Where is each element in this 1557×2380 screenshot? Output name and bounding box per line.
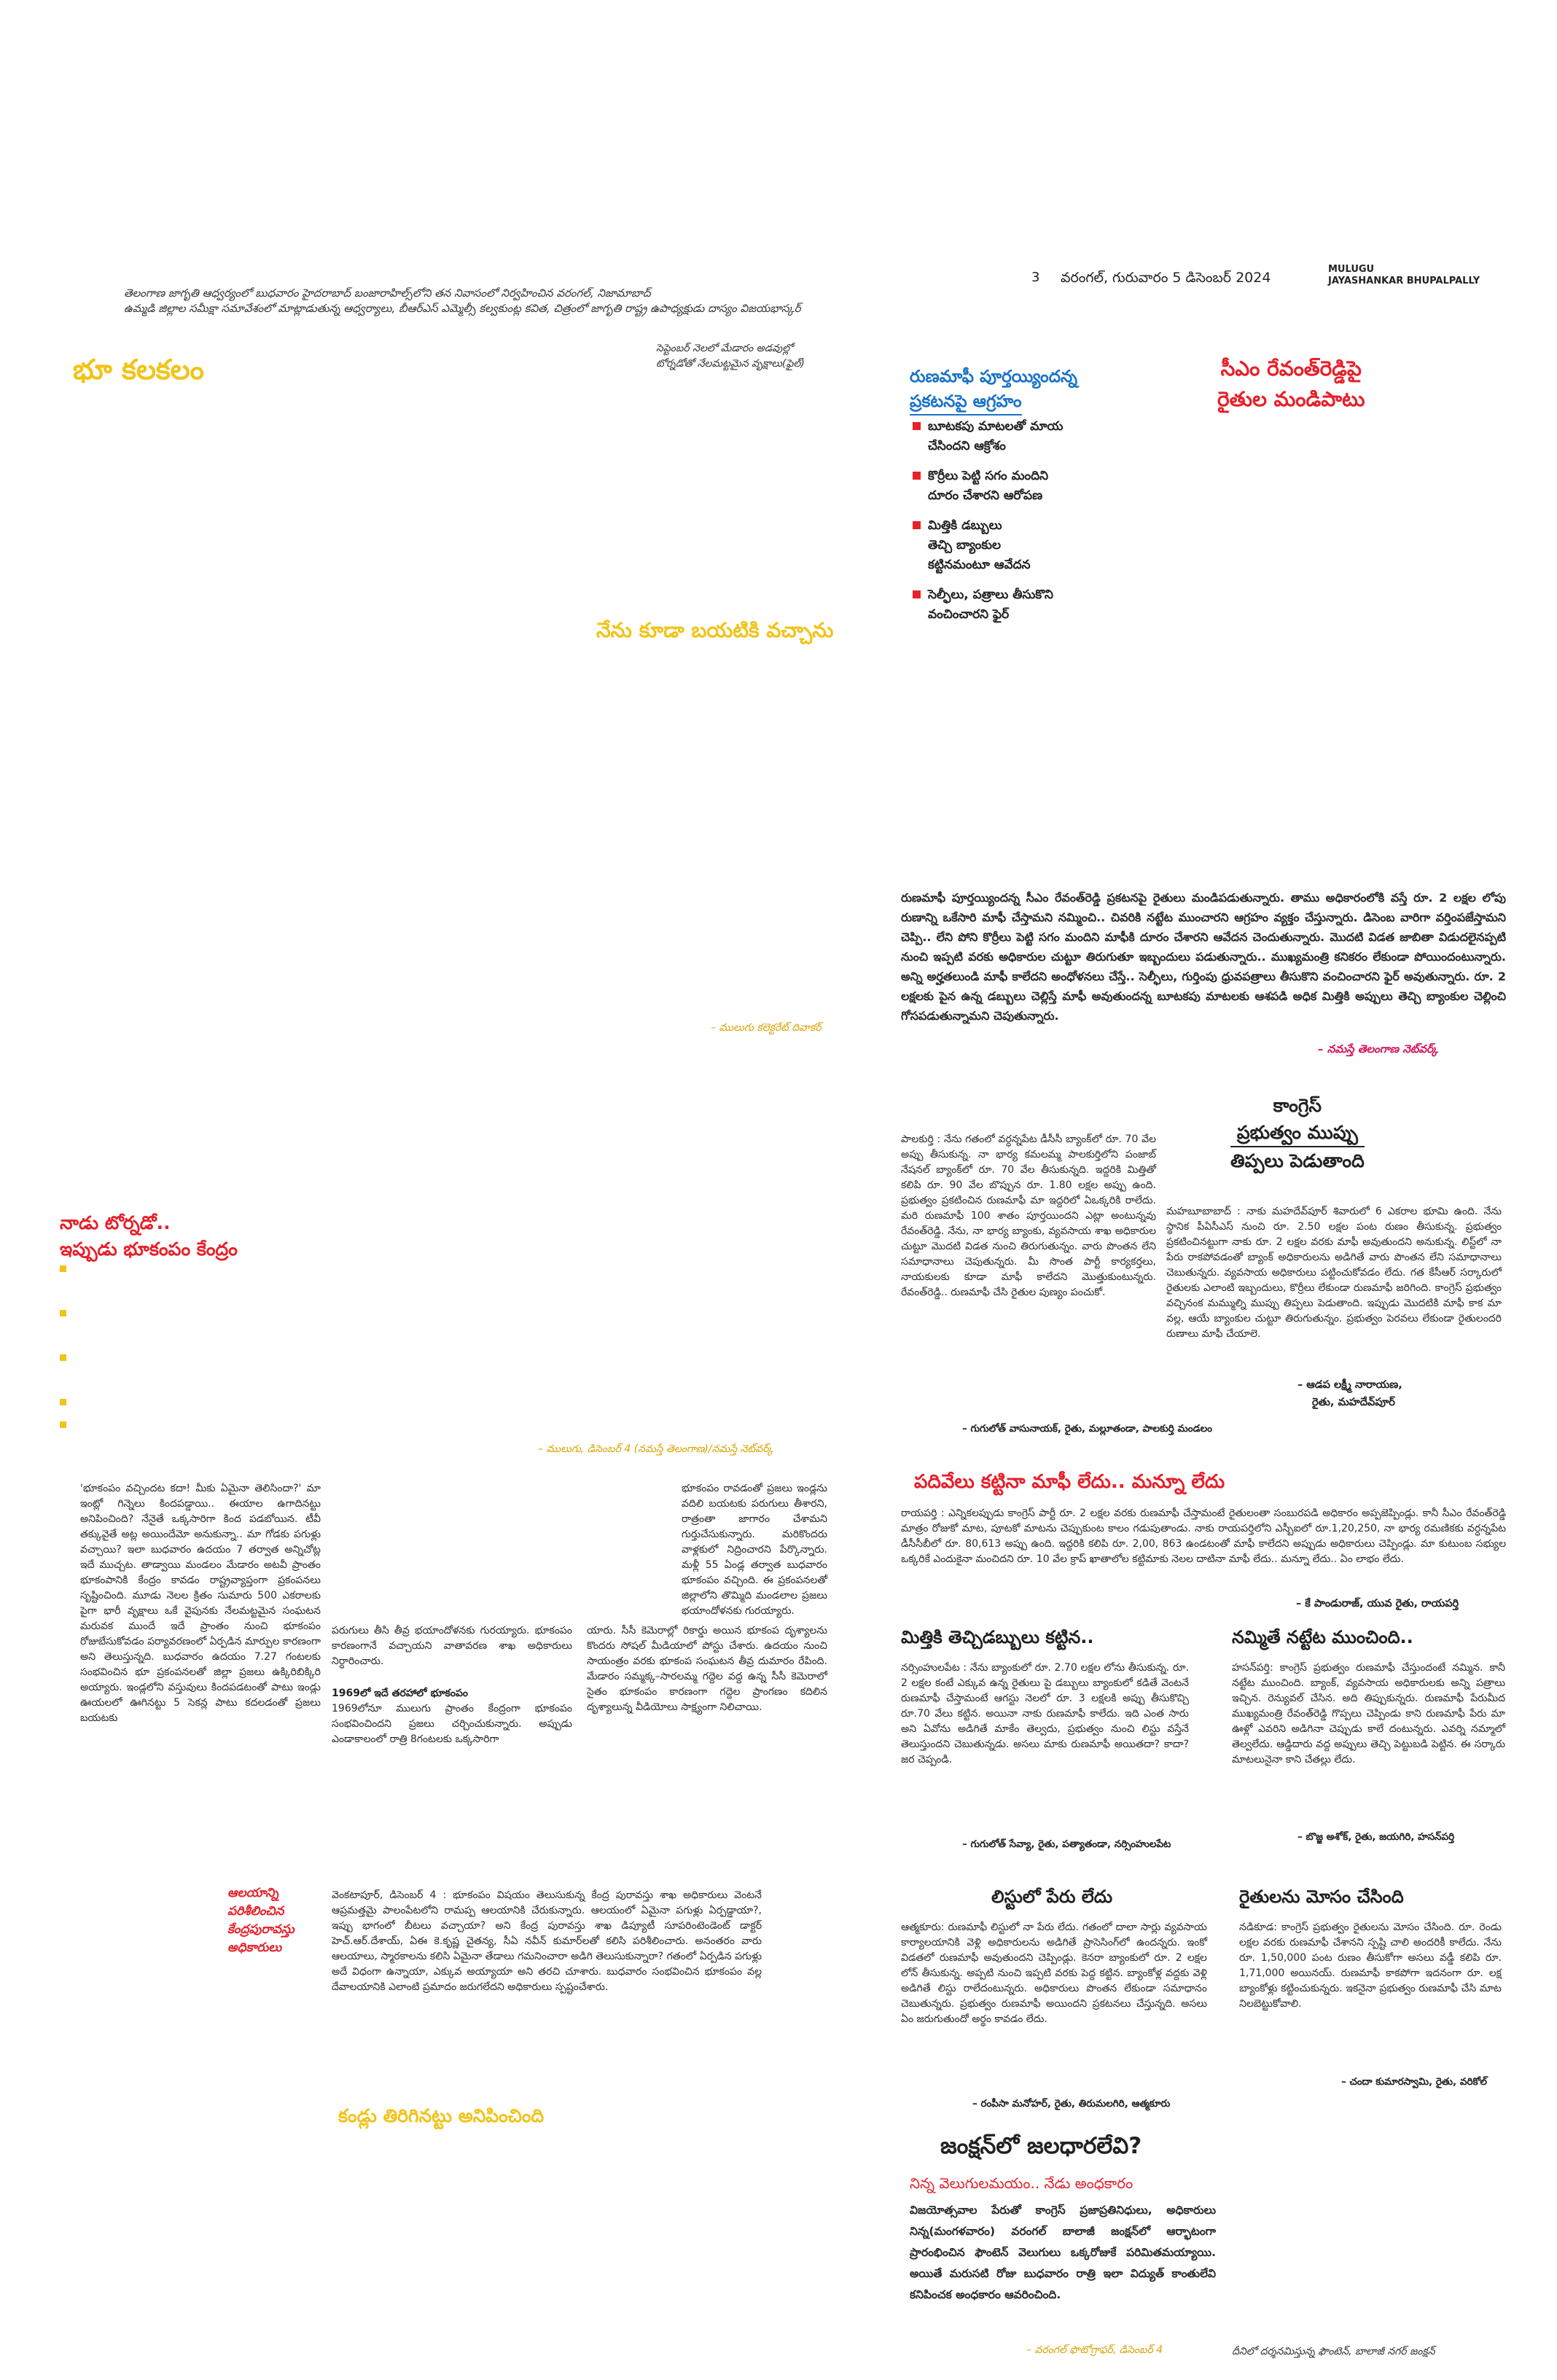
alayanni-line-1: ఆలయాన్ని xyxy=(227,1886,279,1900)
intro-credit: – నమస్తే తెలంగాణ నెట్‌వర్క్‌ xyxy=(1318,1042,1438,1056)
padivelu-text: రాయపర్తి : ఎన్నికలప్పుడు కాంగ్రెస్‌ పార్టీ రూ. 2 లక్షల వరకు రుణమాఫీ చేస్తామంటే రైతులంతా సంబురపడి అధికారం అప్పజెప్పిండ్లు. కానీ సీఎం రేవంత్‌రెడ్డి మాత్రం రోజుకో మాట, పూటకో మాటను చెప్పుకుంట కాలం గడుపుతాండు. నాకు రాయపర్తిలోని ఎస్బీఐలో రూ.1,20,250, నా భార్య రమణికకు వర్ధన్నపేట డీసీసీబీలో రూ. 80,613 అప్పు ఉంది. ఇద్దరికి కలిపి రూ. 2,00, 863 ఉండటంతో మాఫీ కాలేదని అప్పుడు అధికారులు చెప్పిండ్లు. మా కుటుంబ సభ్యుల ఒక్కరికే ఎందుకైనా మంచిదని రూ. 10 వేల క్రాప్‌ ఖాతాలోల కట్టిమాకు నెలల దాటినా మాఫీ లేదు.. మన్నూ లేదు.. ఏం లాభం లేదు. xyxy=(901,1507,1506,1565)
padivelu-byline: – కే పాండురాజ్‌, యువ రైతు, రాయపర్తి xyxy=(1296,1598,1459,1610)
naadu-credit: – ములుగు, డిసెంబర్‌ 4 (నమస్తే తెలంగాణ)/నమస్తే నెట్‌వర్క్‌ xyxy=(538,1443,774,1455)
collectorate-credit: – ములుగు కలెక్టరేట్‌ దివాకర్‌ xyxy=(711,1022,822,1034)
sub-1969-block xyxy=(332,1685,572,1747)
nammithe-text: హసన్‌పర్తి: కాంగ్రెస్‌ ప్రభుత్వం రుణమాఫీ చేస్తుందంటే నమ్మిన. కానీ నట్టేట ముంచింది. బ్యాంక్‌, వ్యవసాయ అధికారులకు అన్ని పత్రాలు ఇచ్చిన. రెన్యువల్‌ చేసిన. అది తిప్పుకున్నరు. రుణమాఫీ పేరుమీద ముఖ్యమంత్రి రేవంత్‌రెడ్డి గొప్పలు చెప్పిండు కాని రుణమాఫీ పేరు మా ఊళ్లో ఎవరిని అడిగినా చెప్పుడు కాలే దంటున్నరు. ఎవర్ని నమ్మాలో తెల్వలేదు. ఆడ్డిదారు వద్ద అప్పులు తెచ్చి పెట్టుబడి పెట్టిన. ఈ సర్కారు మాటలునైనా కాని చేతల్లు లేదు. xyxy=(1232,1662,1505,1766)
junction-subheading: నిన్న వెలుగులమయం.. నేడు అంధకారం xyxy=(910,2174,1133,2192)
mittiki-byline: – గుగులోత్‌ సేవ్యా, రైతు, పత్యాతండా, నర్సింహులపేట xyxy=(962,1838,1171,1850)
farmer-1-text: పాలకుర్తి : నేను గతంలో వర్ధన్నపేట డీసీసీ బ్యాంక్‌లో రూ. 70 వేల అప్పు తీసుకున్న. నా భార్య కమలమ్మ పాలకుర్తిలోని పంజాబ్‌ నేషనల్‌ బ్యాంక్‌లో రూ. 70 వేల తీసుకున్నది. ఇద్దరికి మిత్తితో కలిపి రూ. 90 వేల బొప్పున రూ. 1.80 లక్షల అప్పు ఉంది. ప్రభుత్వం ప్రకటించిన రుణమాఫీ మా ఇద్దరిలో ఏఒక్కరికి రాలేదు. మరి రుణమాఫీ 100 శాతం పూర్తయిందని ఎట్లా అంటున్నవు రేవంత్‌రెడ్డి. నేను, నా భార్య బ్యాంకు, వ్యవసాయ శాఖ అధికారుల చుట్టూ మొదటి విడత నుంచి తిరుగుతున్నం. వారు పొంతన లేని సమాధానాలు చెపుతున్నరు. మీ సొంత పార్టీ కార్యకర్తలు, నాయకులకు కూడా మాఫీ కాలేదని మొత్తుకుంటున్నరు. రేవంత్‌రెడ్డి.. రుణమాఫీ చేసి రైతుల పుణ్యం పంచుకో. xyxy=(901,1134,1156,1298)
nammithe-heading: నమ్మితే నట్టేట ముంచింది.. xyxy=(1232,1627,1413,1647)
bullet-square-icon xyxy=(913,590,921,598)
bullet-item xyxy=(913,585,1131,625)
dateline: వరంగల్‌, గురువారం 5 డిసెంబర్‌ 2024 xyxy=(1061,270,1271,286)
congress-line-1: కాంగ్రెస్‌ xyxy=(1273,1095,1322,1116)
sub-1969-text: 1969లోనూ ములుగు ప్రాంతం కేంద్రంగా భూకంపం సంభవించిందని ప్రజలు చర్చించుకున్నారు. అప్పుడు ఎండాకాలంలో రాత్రి 8గంటలకు ఒక్కసారిగా xyxy=(332,1703,572,1745)
edition-line-1: MULUGU xyxy=(1328,264,1375,275)
raitulanu-heading: రైతులను మోసం చేసింది xyxy=(1239,1887,1404,1907)
bullet-text: మిత్తికి డబ్బులు తెచ్చి బ్యాంకుల కట్టినమంటూ ఆవేదన xyxy=(928,518,1031,572)
farmer-1-byline: – గుగులోత్‌ వాసునాయక్‌, రైతు, మల్లూతండా, పాలకుర్తి మండలం xyxy=(962,1423,1213,1435)
alayanni-line-4: అధికారులు xyxy=(227,1940,282,1955)
bhu-kalakalam-heading: భూ కలకలం xyxy=(73,354,204,386)
junction-text: విజయోత్సవాల పేరుతో కాంగ్రెస్‌ ప్రజాప్రతినిధులు, అధికారులు నిన్న(మంగళవారం) వరంగల్‌ బాలాజీ జంక్షన్‌లో ఆర్భాటంగా ప్రారంభించిన ఫౌంటెన్‌ వెలుగులు ఒక్కరోజుకే పరిమితమయ్యాయి. అయితే మరుసటి రోజు బుధవారం రాత్రి ఇలా విద్యుత్‌ కాంతులేవి కనిపించక అంధకారం ఆవరించింది. xyxy=(910,2204,1216,2301)
congress-line-2: ప్రభుత్వం ముప్పు xyxy=(1230,1119,1365,1147)
farmer-2-text: మహబూబాబాద్‌ : నాకు మహదేవ్‌పూర్‌ శివారులో 6 ఎకరాల భూమి ఉంది. నేను స్థానిక పీఏసీఎస్‌ నుంచి రూ. 2.50 లక్షల పంట రుణం తీసుకున్న. ప్రభుత్వం ప్రకటించినట్టుగా నాకు రూ. 2 లక్షల వరకు మాఫీ అవుతుందని అనుకున్న. లిస్ట్‌లో నా పేరు రాకపోవడంతో బ్యాంక్‌ అధికారులను అడిగితే వారు పొంతన లేని సమాధానాలు చెబుతున్నరు. వ్యవసాయ అధికారులు పట్టించుకోవడం లేదు. గత కేసీఆర్‌ సర్కారులో రైతులకు ఎలాంటి ఇబ్బందులు, కొర్రీలు లేకుండా రుణమాఫీ జరిగింది. కాంగ్రెస్‌ ప్రభుత్వం వచ్చినంక మమ్ముల్ని ముప్పు తిప్పలు పెడుతాంది. ఇప్పుడు మొదటికి మాఫీ కాక మా వల్ల, ఆయే బ్యాంకుల చుట్టూ తిరుగుతున్నం. ప్రభుత్వం పెరవలు లేకుండా రైతులందరి రుణాలు మాఫీ చేయాలె. xyxy=(1166,1206,1502,1340)
bullet-text: కొర్రీలు పెట్టి సగం మందిని దూరం చేశారని ఆరోపణ xyxy=(928,469,1049,503)
congress-line-3: తిప్పలు పెడుతాంది xyxy=(1230,1150,1365,1171)
runamafi-heading-line-2: ప్రకటనపై ఆగ్రహం xyxy=(910,389,1022,415)
intro-text: రుణమాఫీ పూర్తయ్యిందన్న సీఎం రేవంత్‌రెడ్డి ప్రకటనపై రైతులు మండిపడుతున్నారు. తాము అధికారంలోకి వస్తే రూ. 2 లక్షల లోపు రుణాన్ని ఒకేసారి మాఫీ చేస్తామని నమ్మించి.. చివరికి నట్టేట ముంచారని ఆగ్రహం వ్యక్తం చేస్తున్నారు. డిసెంబ వారిగా వర్తింపజేస్తామని చెప్పి.. లేని పోని కొర్రీలు పెట్టి సగం మందిని మాఫీకి దూరం చేశారని ఆవేదన చెందుతున్నారు. మొదటి విడత జాబితా విడుదలైనప్పటి నుంచి ఇప్పటి వరకు అధికారుల చుట్టూ తిరుగుతూ ఇబ్బందులు పడుతున్నారు.. ముఖ్యమంత్రి కనికరం లేకుండా పోయిందంటున్నారు. అన్ని అర్హతలుండి మాఫీ కాలేదని అంధోళనలు చేస్తే.. సెల్ఫీలు, గుర్తింపు ధ్రువపత్రాలు తీసుకొని వంచించారని ఫైర్‌ అవుతున్నారు. రూ. 2 లక్షలకు పైన ఉన్న డబ్బులు చెల్లిస్తే మాఫీ అవుతుందన్న బూటకపు మాటలకు ఆశపడి అధిక మిత్తికి అప్పులు తెచ్చి బ్యాంకుల చెల్లించి గోసపడుతున్నామని చెపుతున్నారు. xyxy=(901,891,1506,1023)
venkatapur-text: వెంకటాపూర్‌, డిసెంబర్‌ 4 : భూకంపం విషయం తెలుసుకున్న కేంద్ర పురావస్తు శాఖ అధికారులు వెంటనే ఆప్రమత్తమై పాలంపేటలోని రామప్ప ఆలయానికి చేరుకున్నారు. ఆలయంలో ఏమైనా పగుళ్లు ఏర్పడ్డాయా?, ఇప్పు భాగంలో బీటలు వచ్చాయా? అని కేంద్ర పురావస్తు శాఖ డిప్యూటీ సూపరింటెండెంట్‌ డాక్టర్‌ హెచ్‌.ఆర్‌.దేశాయ్‌, ఏఈ కె.కృష్ణ చైతన్య, సీఏ నవీన్‌ కుమార్‌లతో కలిసి పరిశీలించారు. అనంతరం వారు ఆలయాలు, స్మారకాలను కలిసి ఏమైనా తేడాలు గమనించారా అడిగి తెలుసుకున్నారా? గతంలో ఏర్పడిన పగుళ్లు అదే విధంగా ఉన్నాయా, ఎక్కువ అయ్యాయా అని తరచి చూశారు. బుధవారం సంభవించిన భూకంపం వల్ల దేవాలయానికి ఎలాంటి ప్రమాదం జరుగలేదని అధికారులు స్పష్టంచేశారు. xyxy=(332,1889,762,1993)
runamafi-heading-line-1: రుణమాఫీ పూర్తయ్యిందన్న xyxy=(910,367,1077,386)
quake-column-1: 'భూకంపం వచ్చిందట కదా! మీకు ఏమైనా తెలిసిందా?' మా ఇంట్లో గిన్నెలు కిందపడ్డాయి.. ఈయాల ఉగాదినట్టు అనిపించింది? నేనైతే ఒక్కసారిగా కింద పడబోయిన. టీవీ తక్కువైతే అట్ల అయిందేమో అనుకున్నా.. మా గోడకు పగుళ్లు వచ్చాయి? ఇలా బుధవారం ఉదయం 7 తర్వాత అన్నిచోట్ల ఇదే ముచ్చట. తాడ్వాయి మండలం మేడారం అటవీ ప్రాంతం భూకంపానికి కేంద్రం కావడం రాష్ట్రవ్యాప్తంగా ప్రకంపనలు సృష్టించింది. మూడు నెలల క్రితం సుమారు 500 ఎకరాలకు పైగా భారీ వృక్షాలు ఒకే వైపునకు నేలమట్టమైన సంఘటన మరువక ముందే ఇదే ప్రాంతం నుంచి భూకంపం రోజుబేసుకోవడం పర్యావరణంలో ఏర్పడిన మార్పుల కారణంగా అని తెలుస్తున్నది. బుధవారం ఉదయం 7.27 గంటలకు సంభవించిన భూ ప్రకంపనలతో జిల్లా ప్రజలు ఉక్కిరిబిక్కిరి అయ్యారు. ఇండ్లలోని వస్తువులు కిందపడటంతో పాటు ఇండ్లు ఊయలలో ఊగినట్టు 5 సెకన్ల పాటు కదలడంతో ప్రజలు బయటకు xyxy=(80,1483,321,1724)
cm-revanth-line-2: రైతుల మండిపాటు xyxy=(1217,387,1365,411)
top-photo-caption: తెలంగాణ జాగృతి ఆధ్వర్యంలో బుధవారం హైదరాబాద్‌ బంజారాహిల్స్‌లోని తన నివాసంలో నిర్వహించిన వరంగల్‌, నిజామాబాద్‌ ఉమ్మడి జిల్లాల సమీక్షా సమావేశంలో మాట్లాడుతున్న ఆధ్వర్యాలు, బీఆర్‌ఎస్‌ ఎమ్మెల్సీ కల్వకుంట్ల కవిత, చిత్రంలో జాగృతి రాష్ట్ర ఉపాధ్యక్షుడు దాస్యం విజయభాస్కర్‌ xyxy=(124,286,801,315)
bullet-square-icon xyxy=(913,422,921,430)
congress-heading xyxy=(1230,1092,1365,1174)
listlo-text: ఆత్మకూరు: రుణమాఫీ లిస్టులో నా పేరు లేదు. గతంలో దాలా సార్లు వ్యవసాయ కార్యాలయానికి వెళ్లి అధికారులను అడిగితే ప్రాసెసింగ్‌లో ఉందన్నరు. ఇంకో విడతలో రుణమాఫీ అవుతుందని చెప్పిండ్లు. కెనరా బ్యాంకులో రూ. 2 లక్షల లోన్‌ తీసుకున్న. అప్పటి నుంచి ఇప్పటి వరకు పెద్ద కట్టిన. బ్యాంకోళ్ల వద్దకు వెళ్లి అడిగితే లిస్టు రాలేదంటున్నరు. అధికారులు పొంతన లేకుండా సమాధానం చెబుతున్నరు. ప్రభుత్వం రుణమాఫీ అయిందని ప్రకటనలు చేస్తున్నది. అసలు ఏం జరుగుతుందో అర్థం కావడం లేదు. xyxy=(901,1921,1207,2025)
cm-revanth-heading xyxy=(1217,354,1365,415)
edition-label xyxy=(1328,264,1480,287)
quake-column-2: పరుగులు తీసి తీవ్ర భయాందోళనకు గురయ్యారు. భూకంపం కారణంగానే వచ్చాయని వాతావరణ శాఖ అధికారులు నిర్ధారించారు. xyxy=(332,1625,572,1667)
nammithe-byline: – బొజ్జ అశోక్‌, రైతు, జయగిరి, హసన్‌పర్తి xyxy=(1298,1831,1455,1843)
cm-revanth-line-1: సీఎం రేవంత్‌రెడ్డిపై xyxy=(1220,356,1362,381)
bullet-item xyxy=(913,467,1131,506)
naadu-line-2: ఇప్పుడు భూకంపం కేంద్రం xyxy=(60,1238,238,1260)
naadu-bullet-markers xyxy=(60,1265,66,1428)
yellow-bullet-icon xyxy=(60,1310,66,1316)
yellow-bullet-icon xyxy=(60,1421,66,1428)
farmer-2-byline-2: రైతు, మహదేవ్‌పూర్‌ xyxy=(1312,1397,1395,1408)
mittiki-heading: మిత్తికి తెచ్చిడబ్బులు కట్టిన.. xyxy=(901,1627,1094,1647)
bullet-square-icon xyxy=(913,521,921,529)
listlo-heading: లిస్టులో పేరు లేదు xyxy=(991,1887,1113,1907)
yellow-bullet-icon xyxy=(60,1265,66,1272)
naadu-line-1: నాడు టోర్నడో.. xyxy=(60,1212,171,1233)
alayanni-heading xyxy=(227,1884,294,1957)
farmer-2-byline-1: – ఆడప లక్ష్మీ నారాయణ, xyxy=(1298,1379,1402,1391)
page-number: 3 xyxy=(1031,270,1040,285)
edition-line-2: JAYASHANKAR BHUPALPALLY xyxy=(1328,276,1480,286)
bullet-item xyxy=(913,417,1131,456)
listlo-byline: – రంపీసా మనోహర్‌, రైతు, తిరుమలగిరి, ఆత్మకూరు xyxy=(972,2098,1171,2110)
yellow-bullet-icon xyxy=(60,1399,66,1405)
quake-column-3: భూకంపం రావడంతో ప్రజలు ఇండ్లను వదిలి బయటకు పరుగులు తీశారని, రాత్రంతా జాగారం చేశామని గుర్తుచేసుకున్నారు. మరికొందరు వాళ్లకులో నిద్రించారని పేర్కొన్నారు. మళ్లీ 55 ఏండ్ల తర్వాత బుధవారం భూకంపం వచ్చింది. ఈ ప్రకంపనలతో జిల్లాలోని తొమ్మిది మండలాల ప్రజలు భయాందోళనకు గురయ్యారు. xyxy=(682,1483,827,1617)
padivelu-heading: పదివేలు కట్టినా మాఫీ లేదు.. మన్నూ లేదు xyxy=(914,1471,1225,1493)
yellow-bullet-icon xyxy=(60,1354,66,1361)
bullet-item xyxy=(913,516,1131,575)
raitulanu-text: నడికూడ: కాంగ్రెస్‌ ప్రభుత్వం రైతులను మోసం చేసింది. రూ. రెండు లక్షల వరకు రుణమాఫీ చేశానని స్పష్టి చాలి అందరికీ కాలేదు. నేను రూ. 1,50,000 పంట రుణం తీసుకోగా అసలు వడ్డీ కలిపి రూ. 1,71,000 అయినయ్‌. రుణమాఫీ కాకపోగా ఇదనంగా రూ. లక్ష బ్యాంకోళ్లు కట్టించుకున్నరు. ఇకనైనా ప్రభుత్వం రుణమాఫీ చేసి మాట నిలబెట్టుకోవాలి. xyxy=(1239,1921,1502,2010)
nenu-kooda-heading: నేను కూడా బయటికి వచ్చాను xyxy=(596,618,834,642)
raitulanu-byline: – చందా కుమారస్వామి, రైతు, వరికోల్‌ xyxy=(1341,2076,1487,2088)
alayanni-line-3: కేంద్రపురావస్తు xyxy=(227,1922,294,1937)
bullet-square-icon xyxy=(913,472,921,480)
junction-credit: – వరంగల్‌ ఫొటోగ్రాఫర్‌, డిసెంబర్‌ 4 xyxy=(1026,2344,1163,2356)
quake-column-4: యారు. సీసీ కెమెరాల్లో రికార్డు అయిన భూకంప దృశ్యాలను కొందరు సోషల్‌ మీడియాలో పోస్టు చేశారు. ఉదయం నుంచి సాయంత్రం వరకు భూకంప సంఘటన తీవ్ర దుమారం రేపింది. మేడారం సమ్మక్క–సారలమ్మ గద్దెల వద్ద ఉన్న సీసీ కెమెరాలో సైతం భూకంపం కారణంగా గద్దెల ప్రాంగణం కదిలిన దృశ్యాలున్న వీడియోలు సాక్ష్యంగా నిలిచాయి. xyxy=(587,1625,827,1713)
tornado-photo-caption: సెప్టెంబర్‌ నెలలో మేడారం అడవుల్లో టోర్నడోతో నేలమట్టమైన వృక్షాలు(ఫైల్‌) xyxy=(656,343,805,370)
runamafi-bullets xyxy=(913,417,1131,635)
kandlu-heading: కండ్లు తిరిగినట్టు అనిపించింది xyxy=(338,2105,545,2126)
mittiki-text: నర్సింహులపేట : నేను బ్యాంకులో రూ. 2.70 లక్షల లోను తీసుకున్న. రూ. 2 లక్షల కంటే ఎక్కువ ఉన్న రైతులు పై డబ్బులు బ్యాంకులో కడితే వెంటనే రుణమాఫీ చేస్తామంటే ఆగస్టు నెలలో రూ. 3 లక్షలకి అప్పు తీసుకొచ్చి రూ.70 వేలు కట్టిన. అయినా నాకు రుణమాఫీ కాలేదు. ఇది ఎంత సారు అని ఏవోను అడిగితే మాకేం తెల్వదు, ప్రభుత్వం నుంచి లిస్టు వస్తేనే తెలుస్తుందని చెబుతున్నడు. అసలు మాకు రుణమాఫీ అయితదా? కాదా? జర చెప్పండి. xyxy=(901,1662,1189,1766)
junction-heading: జంక్షన్‌లో జలధారలేవి? xyxy=(940,2133,1142,2159)
bullet-text: బూటకపు మాటలతో మాయ చేసిందని ఆక్రోశం xyxy=(928,419,1064,453)
sub-1969-heading: 1969లో ఇదే తరహాలో భూకంపం xyxy=(332,1688,468,1699)
runamafi-heading xyxy=(910,364,1077,415)
alayanni-line-2: పరిశీలించిన xyxy=(227,1904,284,1919)
farmer-2-byline xyxy=(1298,1376,1402,1411)
bullet-text: సెల్ఫీలు, పత్రాలు తీసుకొని వంచించారని ఫైర్‌ xyxy=(928,588,1053,622)
naadu-heading xyxy=(60,1210,238,1263)
fountain-photo-caption: దీనిలో దర్శనమిస్తున్న ఫౌంటెన్‌, బాలాజీ నగర్‌ జంక్షన్‌ xyxy=(1232,2346,1435,2357)
